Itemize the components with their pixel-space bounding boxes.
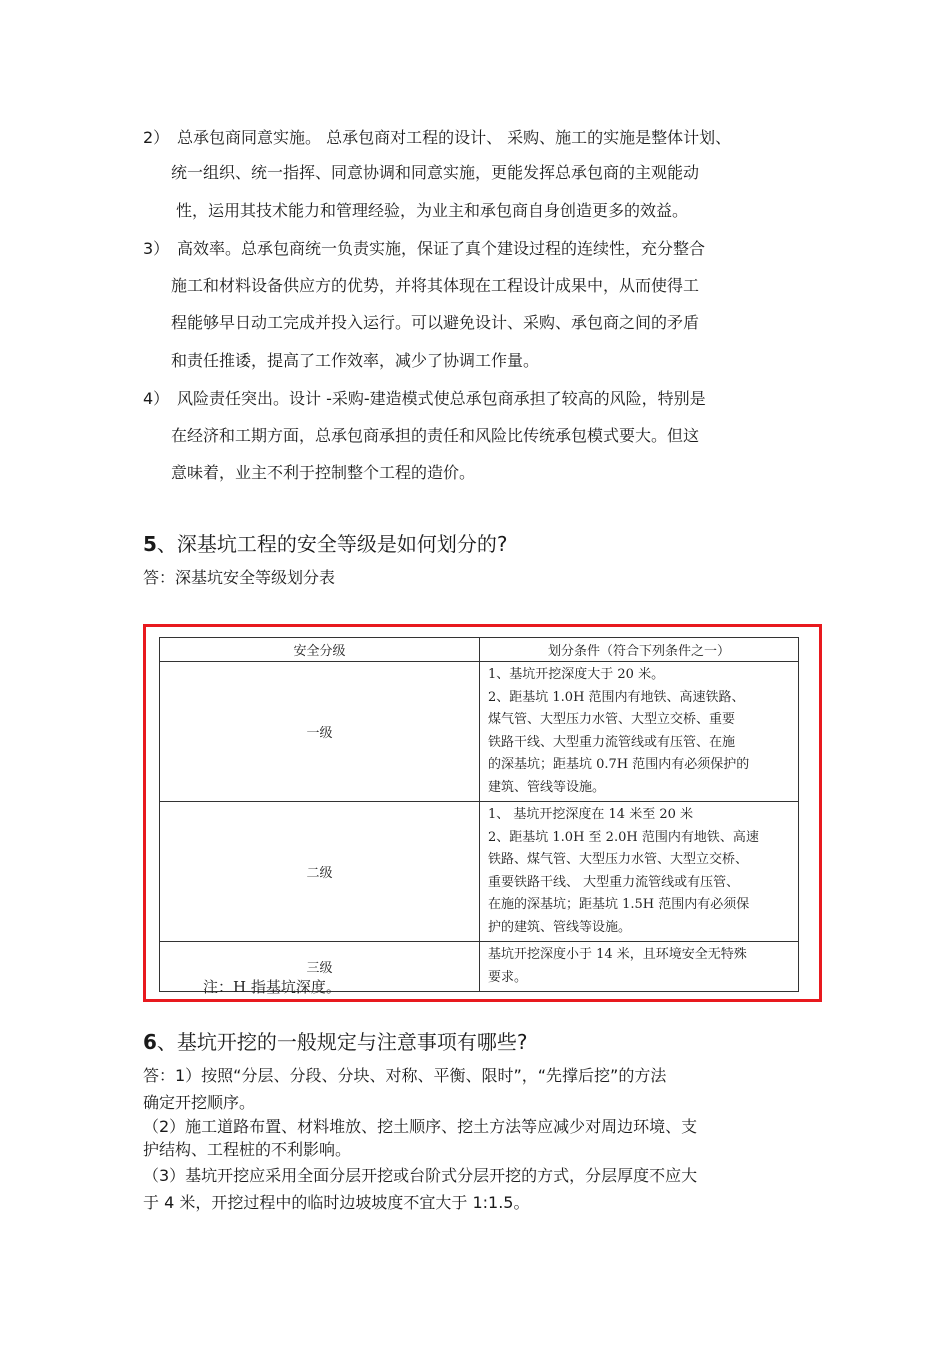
section-number: 5 <box>143 532 157 556</box>
grade-condition <box>480 662 799 802</box>
grade-level: 三级 <box>160 942 480 992</box>
section-number: 6 <box>143 1030 157 1054</box>
condition-line: 的深基坑；距基坑 0.7H 范围内有必须保护的 <box>488 757 750 772</box>
column-header: 安全分级 <box>160 638 480 662</box>
section-title: 、深基坑工程的安全等级是如何划分的? <box>156 532 508 556</box>
grade-level: 二级 <box>160 802 480 942</box>
condition-line: 在施的深基坑；距基坑 1.5H 范围内有必须保 <box>488 897 750 912</box>
item-text: 总承包商同意实施。 总承包商对工程的设计、 采购、施工的实施是整体计划、 <box>177 128 732 147</box>
table-row <box>160 662 799 802</box>
section-title: 、基坑开挖的一般规定与注意事项有哪些? <box>156 1030 528 1054</box>
condition-line: 2、距基坑 1.0H 至 2.0H 范围内有地铁、高速 <box>488 829 759 845</box>
item-text: 统一组织、统一指挥、同意协调和同意实施，更能发挥总承包商的主观能动 <box>171 163 700 182</box>
answer-text: 答：1）按照“分层、分段、分块、对称、平衡、限时”，“先撑后挖”的方法 <box>143 1066 667 1085</box>
condition-line: 要求。 <box>488 969 528 985</box>
answer-text: 确定开挖顺序。 <box>143 1093 256 1112</box>
item-text: 施工和材料设备供应方的优势，并将其体现在工程设计成果中，从而使得工 <box>171 276 700 295</box>
item-text: 程能够早日动工完成并投入运行。可以避免设计、采购、承包商之间的矛盾 <box>171 313 700 332</box>
item-text: 性，运用其技术能力和管理经验，为业主和承包商自身创造更多的效益。 <box>176 201 689 220</box>
condition-line: 2、距基坑 1.0H 范围内有地铁、高速铁路、 <box>488 689 745 705</box>
item-number: 3） <box>143 239 170 258</box>
condition-line: 铁路干线、大型重力流管线或有压管、在施 <box>488 734 736 750</box>
condition-line: 护的建筑、管线等设施。 <box>488 919 632 935</box>
item-text: 和责任推诿，提高了工作效率，减少了协调工作量。 <box>171 351 540 370</box>
grade-condition <box>480 942 799 992</box>
condition-line: 重要铁路干线、 大型重力流管线或有压管、 <box>488 874 740 890</box>
item-text: 风险责任突出。设计 -采购-建造模式使总承包商承担了较高的风险，特别是 <box>177 389 706 408</box>
condition-line: 建筑、管线等设施。 <box>488 779 606 795</box>
section-heading <box>143 531 508 557</box>
condition-line: 铁路、煤气管、大型压力水管、大型立交桥、 <box>488 852 749 867</box>
grade-condition <box>480 802 799 942</box>
answer-text: 护结构、工程桩的不利影响。 <box>143 1140 352 1159</box>
answer-text: 答：深基坑安全等级划分表 <box>143 568 336 587</box>
table-note: 注：H 指基坑深度。 <box>203 978 341 996</box>
item-number: 2） <box>143 128 170 147</box>
list-item <box>143 389 706 409</box>
item-text: 高效率。总承包商统一负责实施，保证了真个建设过程的连续性，充分整合 <box>177 239 706 258</box>
list-item <box>143 239 705 259</box>
column-header: 划分条件（符合下列条件之一） <box>480 638 799 662</box>
item-number: 4） <box>143 389 170 408</box>
grade-level: 一级 <box>160 662 480 802</box>
list-item <box>143 128 731 148</box>
condition-line: 1、基坑开挖深度大于 20 米。 <box>488 667 665 682</box>
safety-grade-table <box>159 637 799 992</box>
section-heading <box>143 1029 528 1055</box>
condition-line: 基坑开挖深度小于 14 米，且环境安全无特殊 <box>488 947 747 962</box>
table-row <box>160 802 799 942</box>
condition-line: 1、 基坑开挖深度在 14 米至 20 米 <box>488 807 694 822</box>
item-text: 在经济和工期方面，总承包商承担的责任和风险比传统承包模式要大。但这 <box>171 426 700 445</box>
answer-text: （2）施工道路布置、材料堆放、挖土顺序、挖土方法等应减少对周边环境、支 <box>143 1117 698 1136</box>
answer-text: （3）基坑开挖应采用全面分层开挖或台阶式分层开挖的方式，分层厚度不应大 <box>143 1166 698 1185</box>
answer-text: 于 4 米，开挖过程中的临时边坡坡度不宜大于 1:1.5。 <box>143 1193 530 1212</box>
condition-line: 煤气管、大型压力水管、大型立交桥、重要 <box>488 712 736 727</box>
table-header-row <box>160 638 799 662</box>
item-text: 意味着，业主不利于控制整个工程的造价。 <box>171 463 476 482</box>
